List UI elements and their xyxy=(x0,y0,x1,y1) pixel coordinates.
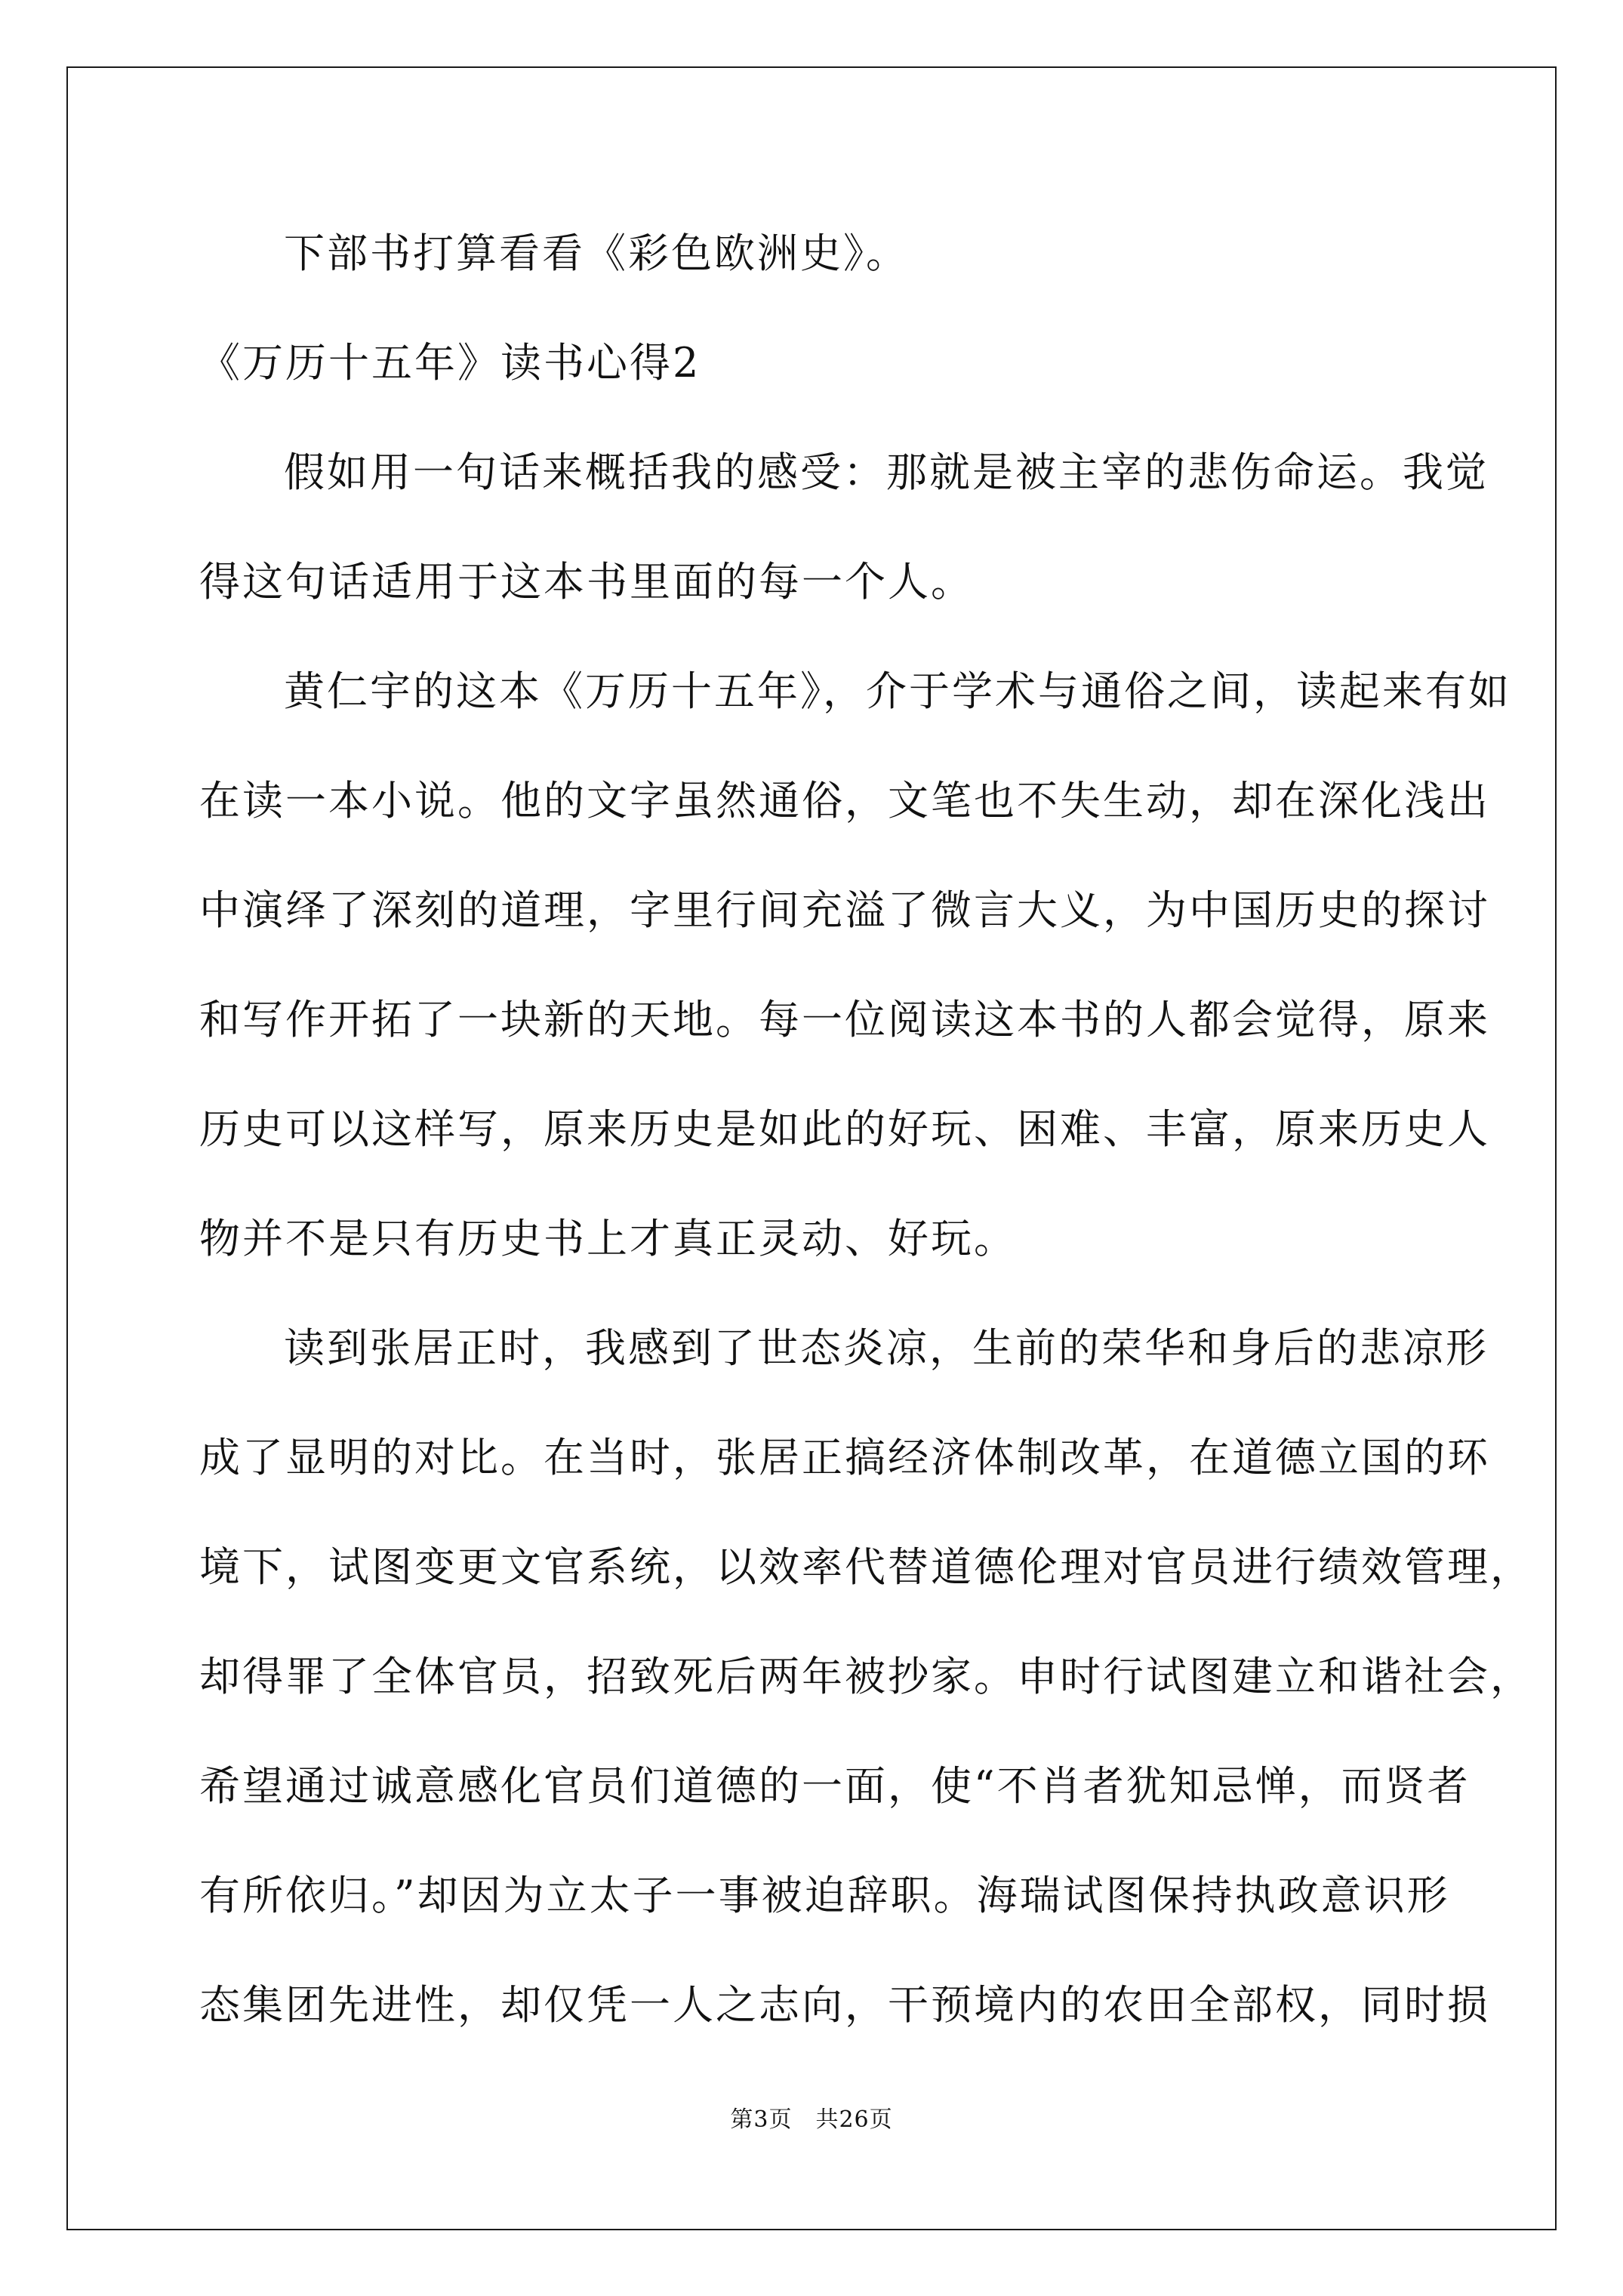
document-body xyxy=(199,219,1533,2080)
paragraph-line: 境下，试图变更文官系统，以效率代替道德伦理对官员进行绩效管理， xyxy=(199,1543,1533,1591)
paragraph-line: 希望通过诚意感化官员们道德的一面，使“不肖者犹知忌惮，而贤者 xyxy=(199,1762,1471,1810)
paragraph-line: 黄仁宇的这本《万历十五年》，介于学术与通俗之间，读起来有如 xyxy=(284,667,1511,715)
paragraph-line: 有所依归。”却因为立太子一事被迫辞职。海瑞试图保持执政意识形 xyxy=(199,1872,1450,1919)
paragraph-line: 读到张居正时，我感到了世态炎凉，生前的荣华和身后的悲凉形 xyxy=(284,1324,1489,1372)
paragraph-line: 假如用一句话来概括我的感受：那就是被主宰的悲伤命运。我觉 xyxy=(284,448,1489,496)
paragraph-line: 历史可以这样写，原来历史是如此的好玩、困难、丰富，原来历史人 xyxy=(199,1105,1490,1153)
paragraph-line: 成了显明的对比。在当时，张居正搞经济体制改革，在道德立国的环 xyxy=(199,1434,1490,1481)
paragraph-line: 和写作开拓了一块新的天地。每一位阅读这本书的人都会觉得，原来 xyxy=(199,996,1490,1043)
paragraph-line: 态集团先进性，却仅凭一人之志向，干预境内的农田全部权，同时损 xyxy=(199,1981,1490,2029)
paragraph-line: 物并不是只有历史书上才真正灵动、好玩。 xyxy=(199,1215,1017,1262)
paragraph-line: 中演绎了深刻的道理，字里行间充溢了微言大义，为中国历史的探讨 xyxy=(199,886,1490,934)
paragraph-line: 下部书打算看看《彩色欧洲史》。 xyxy=(284,230,909,277)
page-number-footer: 第3页 共26页 xyxy=(730,2106,893,2133)
section-heading: 《万历十五年》读书心得2 xyxy=(199,339,701,387)
paragraph-line: 却得罪了全体官员，招致死后两年被抄家。申时行试图建立和谐社会， xyxy=(199,1653,1533,1700)
paragraph-line: 得这句话适用于这本书里面的每一个人。 xyxy=(199,558,974,606)
paragraph-line: 在读一本小说。他的文字虽然通俗，文笔也不失生动，却在深化浅出 xyxy=(199,777,1490,824)
